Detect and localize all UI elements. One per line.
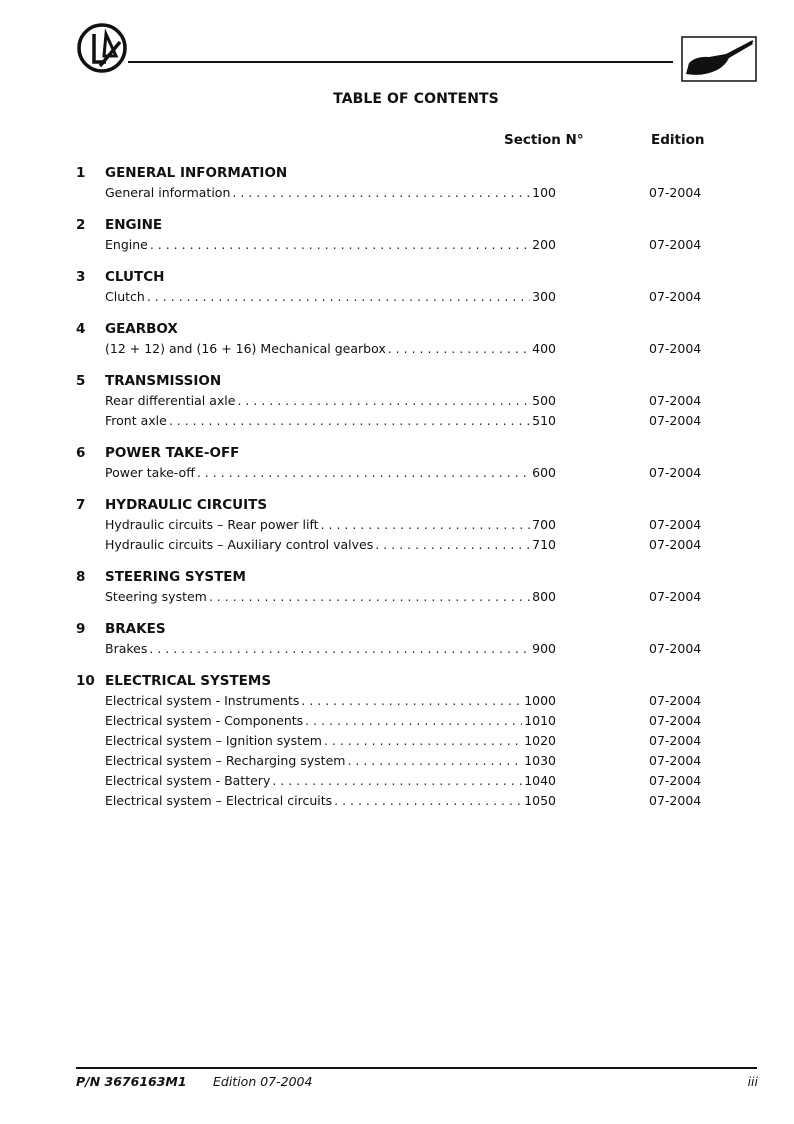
page-number: iii	[747, 1074, 758, 1089]
toc-entry-section: 100	[532, 185, 556, 200]
page-title: TABLE OF CONTENTS	[333, 91, 499, 107]
chapter-title: HYDRAULIC CIRCUITS	[105, 497, 268, 513]
dot-leader	[232, 183, 530, 203]
chapter-block	[0, 319, 794, 359]
toc-entry[interactable]	[0, 183, 794, 203]
toc-entry-line	[105, 587, 556, 607]
chapter-heading[interactable]	[0, 267, 794, 287]
toc-entry-section: 200	[532, 237, 556, 252]
toc-entry-title: Clutch	[105, 289, 145, 304]
dot-leader	[149, 639, 530, 659]
toc-entry-section: 1000	[524, 693, 556, 708]
chapter-block	[0, 371, 794, 431]
toc-entry-edition: 07-2004	[649, 641, 702, 656]
toc-entry-section: 510	[532, 413, 556, 428]
chapter-block	[0, 495, 794, 555]
toc-entry-edition: 07-2004	[649, 753, 702, 768]
chapter-number: 8	[76, 569, 86, 585]
toc-entry-section: 800	[532, 589, 556, 604]
toc-entry-section: 1030	[524, 753, 556, 768]
toc-entry-line	[105, 751, 556, 771]
toc-entry-edition: 07-2004	[649, 341, 702, 356]
toc-entry-title: Hydraulic circuits – Auxiliary control valves	[105, 537, 374, 552]
dot-leader	[321, 515, 531, 535]
toc-entry-section: 1040	[524, 773, 556, 788]
chapter-heading[interactable]	[0, 163, 794, 183]
hand-pointing-tool-icon	[681, 36, 757, 82]
toc-entry-edition: 07-2004	[649, 289, 702, 304]
chapter-block	[0, 619, 794, 659]
toc-entry[interactable]	[0, 751, 794, 771]
toc-entry-edition: 07-2004	[649, 465, 702, 480]
toc-entry-edition: 07-2004	[649, 713, 702, 728]
dot-leader	[147, 287, 530, 307]
toc-entry-edition: 07-2004	[649, 733, 702, 748]
toc-entry-line	[105, 515, 556, 535]
chapter-heading[interactable]	[0, 215, 794, 235]
toc-entry-title: Electrical system – Ignition system	[105, 733, 322, 748]
toc-entry-edition: 07-2004	[649, 793, 702, 808]
part-number: P/N 3676163M1	[76, 1074, 187, 1089]
chapter-number: 3	[76, 269, 86, 285]
toc-entry-line	[105, 183, 556, 203]
toc-entry-section: 1020	[524, 733, 556, 748]
toc-entry-section: 700	[532, 517, 556, 532]
toc-entry-line	[105, 287, 556, 307]
dot-leader	[305, 711, 522, 731]
toc-entry[interactable]	[0, 691, 794, 711]
toc-entry-edition: 07-2004	[649, 185, 702, 200]
chapter-heading[interactable]	[0, 319, 794, 339]
chapter-block	[0, 671, 794, 811]
toc-entry[interactable]	[0, 731, 794, 751]
table-of-contents	[0, 163, 794, 823]
toc-entry[interactable]	[0, 639, 794, 659]
dot-leader	[197, 463, 530, 483]
section-column-header: Section N°	[504, 132, 584, 148]
footer-edition: Edition 07-2004	[213, 1074, 313, 1089]
toc-entry-line	[105, 731, 556, 751]
toc-entry-section: 600	[532, 465, 556, 480]
toc-entry-title: Rear differential axle	[105, 393, 236, 408]
toc-entry-line	[105, 391, 556, 411]
toc-entry-line	[105, 771, 556, 791]
edition-column-header: Edition	[651, 132, 705, 148]
toc-entry-title: Electrical system - Battery	[105, 773, 271, 788]
dot-leader	[209, 587, 530, 607]
toc-entry[interactable]	[0, 463, 794, 483]
chapter-title: CLUTCH	[105, 269, 165, 285]
toc-entry-section: 900	[532, 641, 556, 656]
dot-leader	[334, 791, 522, 811]
chapter-heading[interactable]	[0, 567, 794, 587]
chapter-title: ELECTRICAL SYSTEMS	[105, 673, 272, 689]
header-rule	[128, 61, 673, 63]
toc-entry-title: Front axle	[105, 413, 167, 428]
toc-entry-edition: 07-2004	[649, 693, 702, 708]
toc-entry-section: 1050	[524, 793, 556, 808]
toc-entry[interactable]	[0, 791, 794, 811]
dot-leader	[272, 771, 522, 791]
toc-entry-edition: 07-2004	[649, 589, 702, 604]
chapter-heading[interactable]	[0, 443, 794, 463]
chapter-heading[interactable]	[0, 495, 794, 515]
dot-leader	[150, 235, 530, 255]
toc-entry-line	[105, 235, 556, 255]
toc-entry[interactable]	[0, 587, 794, 607]
dot-leader	[324, 731, 522, 751]
toc-entry-section: 710	[532, 537, 556, 552]
toc-entry[interactable]	[0, 535, 794, 555]
toc-entry-line	[105, 711, 556, 731]
toc-entry-section: 500	[532, 393, 556, 408]
toc-entry-title: Engine	[105, 237, 148, 252]
footer-rule	[76, 1067, 757, 1069]
toc-entry-edition: 07-2004	[649, 393, 702, 408]
chapter-number: 6	[76, 445, 86, 461]
chapter-block	[0, 443, 794, 483]
chapter-block	[0, 163, 794, 203]
toc-entry-section: 1010	[524, 713, 556, 728]
toc-entry[interactable]	[0, 391, 794, 411]
chapter-title: TRANSMISSION	[105, 373, 222, 389]
chapter-heading[interactable]	[0, 671, 794, 691]
chapter-title: GEARBOX	[105, 321, 178, 337]
toc-entry-title: (12 + 12) and (16 + 16) Mechanical gearbox	[105, 341, 386, 356]
chapter-number: 2	[76, 217, 86, 233]
toc-entry-title: Steering system	[105, 589, 207, 604]
toc-entry-line	[105, 791, 556, 811]
toc-entry-title: Brakes	[105, 641, 148, 656]
toc-entry-line	[105, 535, 556, 555]
chapter-number: 5	[76, 373, 86, 389]
chapter-number: 9	[76, 621, 86, 637]
dot-leader	[169, 411, 530, 431]
toc-entry[interactable]	[0, 339, 794, 359]
chapter-title: POWER TAKE-OFF	[105, 445, 240, 461]
toc-entry-edition: 07-2004	[649, 517, 702, 532]
toc-entry[interactable]	[0, 515, 794, 535]
toc-entry[interactable]	[0, 711, 794, 731]
toc-entry-title: Electrical system – Recharging system	[105, 753, 346, 768]
toc-entry-edition: 07-2004	[649, 413, 702, 428]
toc-entry-edition: 07-2004	[649, 237, 702, 252]
toc-entry[interactable]	[0, 411, 794, 431]
toc-entry-edition: 07-2004	[649, 537, 702, 552]
chapter-number: 10	[76, 673, 95, 689]
toc-entry-edition: 07-2004	[649, 773, 702, 788]
toc-entry-title: General information	[105, 185, 231, 200]
toc-entry-section: 400	[532, 341, 556, 356]
chapter-heading[interactable]	[0, 371, 794, 391]
toc-entry-line	[105, 463, 556, 483]
toc-entry[interactable]	[0, 771, 794, 791]
toc-entry-line	[105, 691, 556, 711]
chapter-number: 4	[76, 321, 86, 337]
toc-entry-title: Electrical system – Electrical circuits	[105, 793, 333, 808]
dot-leader	[388, 339, 530, 359]
toc-entry[interactable]	[0, 235, 794, 255]
toc-entry-section: 300	[532, 289, 556, 304]
dot-leader	[375, 535, 530, 555]
toc-entry-title: Power take-off	[105, 465, 195, 480]
chapter-number: 7	[76, 497, 86, 513]
dot-leader	[237, 391, 530, 411]
toc-entry-title: Electrical system - Components	[105, 713, 304, 728]
dot-leader	[301, 691, 522, 711]
chapter-title: ENGINE	[105, 217, 163, 233]
toc-entry[interactable]	[0, 287, 794, 307]
toc-entry-line	[105, 639, 556, 659]
chapter-heading[interactable]	[0, 619, 794, 639]
chapter-title: GENERAL INFORMATION	[105, 165, 288, 181]
toc-entry-title: Hydraulic circuits – Rear power lift	[105, 517, 319, 532]
chapter-block	[0, 567, 794, 607]
toc-entry-line	[105, 339, 556, 359]
chapter-block	[0, 267, 794, 307]
brand-logo-icon	[76, 22, 128, 74]
dot-leader	[347, 751, 522, 771]
chapter-block	[0, 215, 794, 255]
toc-entry-line	[105, 411, 556, 431]
chapter-number: 1	[76, 165, 86, 181]
chapter-title: STEERING SYSTEM	[105, 569, 246, 585]
toc-entry-title: Electrical system - Instruments	[105, 693, 300, 708]
chapter-title: BRAKES	[105, 621, 166, 637]
